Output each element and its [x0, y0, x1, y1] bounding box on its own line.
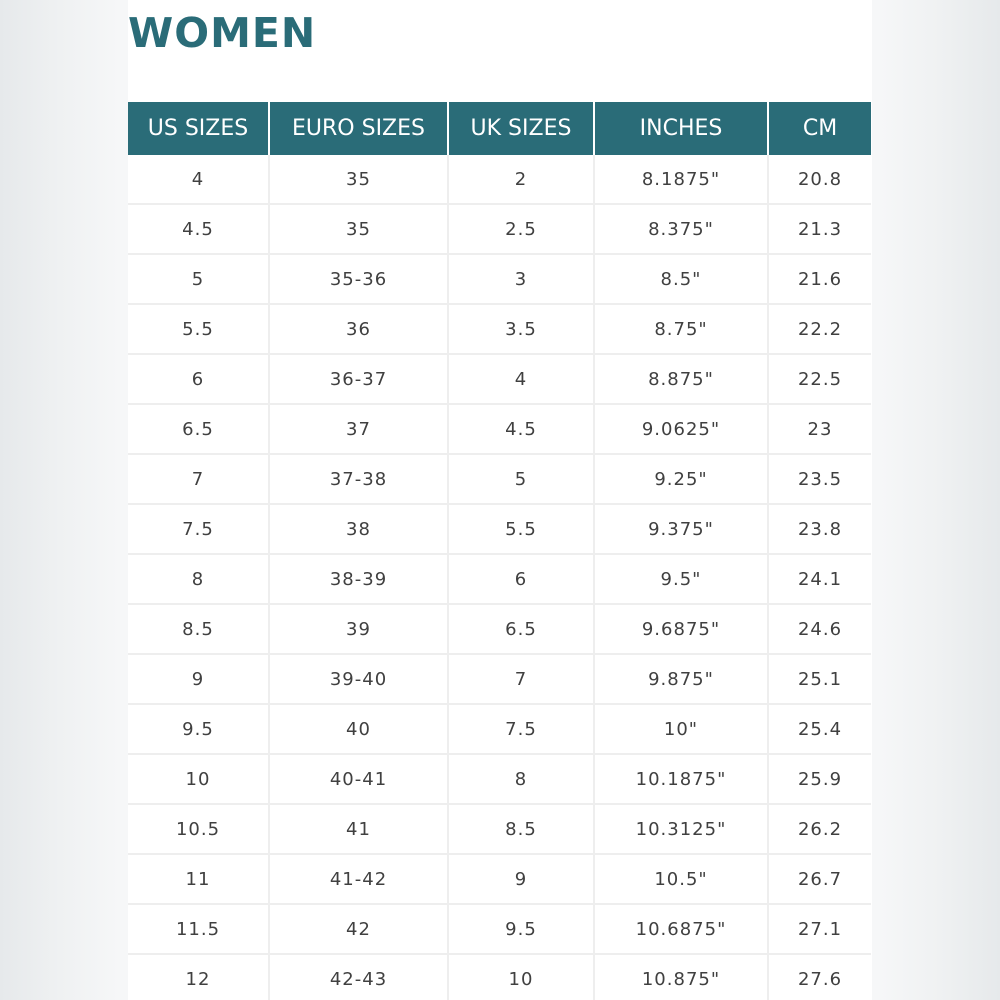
table-row — [128, 954, 871, 1000]
cm-cell: 24.6 — [768, 604, 871, 654]
us-size-cell: 5 — [128, 254, 269, 304]
us-size-cell: 8.5 — [128, 604, 269, 654]
cm-cell: 21.3 — [768, 204, 871, 254]
euro-size-cell: 42-43 — [269, 954, 448, 1000]
table-row — [128, 704, 871, 754]
inches-cell: 8.75" — [594, 304, 768, 354]
inches-cell: 8.1875" — [594, 155, 768, 204]
uk-size-cell: 10 — [448, 954, 594, 1000]
us-size-cell: 9 — [128, 654, 269, 704]
uk-size-cell: 9 — [448, 854, 594, 904]
column-header-us-sizes: US SIZES — [128, 102, 269, 155]
us-size-cell: 11 — [128, 854, 269, 904]
size-chart-table — [128, 102, 871, 1000]
table-row — [128, 804, 871, 854]
table-row — [128, 604, 871, 654]
euro-size-cell: 39-40 — [269, 654, 448, 704]
table-header-row — [128, 102, 871, 155]
inches-cell: 10.1875" — [594, 754, 768, 804]
euro-size-cell: 41 — [269, 804, 448, 854]
us-size-cell: 5.5 — [128, 304, 269, 354]
euro-size-cell: 35-36 — [269, 254, 448, 304]
uk-size-cell: 8 — [448, 754, 594, 804]
uk-size-cell: 3 — [448, 254, 594, 304]
uk-size-cell: 7 — [448, 654, 594, 704]
inches-cell: 10.3125" — [594, 804, 768, 854]
us-size-cell: 6.5 — [128, 404, 269, 454]
uk-size-cell: 7.5 — [448, 704, 594, 754]
cm-cell: 26.2 — [768, 804, 871, 854]
us-size-cell: 7.5 — [128, 504, 269, 554]
table-row — [128, 504, 871, 554]
euro-size-cell: 40 — [269, 704, 448, 754]
table-row — [128, 554, 871, 604]
table-row — [128, 904, 871, 954]
table-row — [128, 155, 871, 204]
us-size-cell: 11.5 — [128, 904, 269, 954]
us-size-cell: 10 — [128, 754, 269, 804]
euro-size-cell: 37-38 — [269, 454, 448, 504]
euro-size-cell: 38-39 — [269, 554, 448, 604]
euro-size-cell: 35 — [269, 155, 448, 204]
euro-size-cell: 36-37 — [269, 354, 448, 404]
us-size-cell: 4 — [128, 155, 269, 204]
us-size-cell: 4.5 — [128, 204, 269, 254]
cm-cell: 20.8 — [768, 155, 871, 204]
column-header-cm: CM — [768, 102, 871, 155]
table-row — [128, 204, 871, 254]
euro-size-cell: 39 — [269, 604, 448, 654]
cm-cell: 21.6 — [768, 254, 871, 304]
cm-cell: 26.7 — [768, 854, 871, 904]
uk-size-cell: 9.5 — [448, 904, 594, 954]
cm-cell: 23 — [768, 404, 871, 454]
inches-cell: 9.875" — [594, 654, 768, 704]
table-row — [128, 754, 871, 804]
cm-cell: 23.8 — [768, 504, 871, 554]
inches-cell: 9.5" — [594, 554, 768, 604]
uk-size-cell: 6 — [448, 554, 594, 604]
euro-size-cell: 38 — [269, 504, 448, 554]
uk-size-cell: 2.5 — [448, 204, 594, 254]
column-header-euro-sizes: EURO SIZES — [269, 102, 448, 155]
us-size-cell: 6 — [128, 354, 269, 404]
euro-size-cell: 41-42 — [269, 854, 448, 904]
inches-cell: 8.5" — [594, 254, 768, 304]
inches-cell: 10.875" — [594, 954, 768, 1000]
cm-cell: 22.2 — [768, 304, 871, 354]
table-row — [128, 404, 871, 454]
inches-cell: 10" — [594, 704, 768, 754]
table-row — [128, 304, 871, 354]
table-row — [128, 354, 871, 404]
uk-size-cell: 5.5 — [448, 504, 594, 554]
uk-size-cell: 3.5 — [448, 304, 594, 354]
us-size-cell: 7 — [128, 454, 269, 504]
euro-size-cell: 36 — [269, 304, 448, 354]
inches-cell: 9.6875" — [594, 604, 768, 654]
cm-cell: 25.1 — [768, 654, 871, 704]
inches-cell: 9.375" — [594, 504, 768, 554]
inches-cell: 10.6875" — [594, 904, 768, 954]
cm-cell: 25.4 — [768, 704, 871, 754]
euro-size-cell: 40-41 — [269, 754, 448, 804]
euro-size-cell: 42 — [269, 904, 448, 954]
inches-cell: 9.0625" — [594, 404, 768, 454]
us-size-cell: 8 — [128, 554, 269, 604]
euro-size-cell: 35 — [269, 204, 448, 254]
size-chart-sheet — [128, 0, 872, 1000]
table-row — [128, 254, 871, 304]
us-size-cell: 9.5 — [128, 704, 269, 754]
inches-cell: 10.5" — [594, 854, 768, 904]
cm-cell: 24.1 — [768, 554, 871, 604]
table-row — [128, 454, 871, 504]
cm-cell: 25.9 — [768, 754, 871, 804]
table-body — [128, 155, 871, 1000]
inches-cell: 8.375" — [594, 204, 768, 254]
column-header-uk-sizes: UK SIZES — [448, 102, 594, 155]
uk-size-cell: 4 — [448, 354, 594, 404]
cm-cell: 22.5 — [768, 354, 871, 404]
table-row — [128, 654, 871, 704]
us-size-cell: 10.5 — [128, 804, 269, 854]
uk-size-cell: 6.5 — [448, 604, 594, 654]
inches-cell: 8.875" — [594, 354, 768, 404]
cm-cell: 23.5 — [768, 454, 871, 504]
us-size-cell: 12 — [128, 954, 269, 1000]
page-title: WOMEN — [128, 9, 317, 57]
inches-cell: 9.25" — [594, 454, 768, 504]
table-row — [128, 854, 871, 904]
uk-size-cell: 2 — [448, 155, 594, 204]
column-header-inches: INCHES — [594, 102, 768, 155]
cm-cell: 27.6 — [768, 954, 871, 1000]
table-header — [128, 102, 871, 155]
uk-size-cell: 4.5 — [448, 404, 594, 454]
uk-size-cell: 8.5 — [448, 804, 594, 854]
euro-size-cell: 37 — [269, 404, 448, 454]
cm-cell: 27.1 — [768, 904, 871, 954]
uk-size-cell: 5 — [448, 454, 594, 504]
